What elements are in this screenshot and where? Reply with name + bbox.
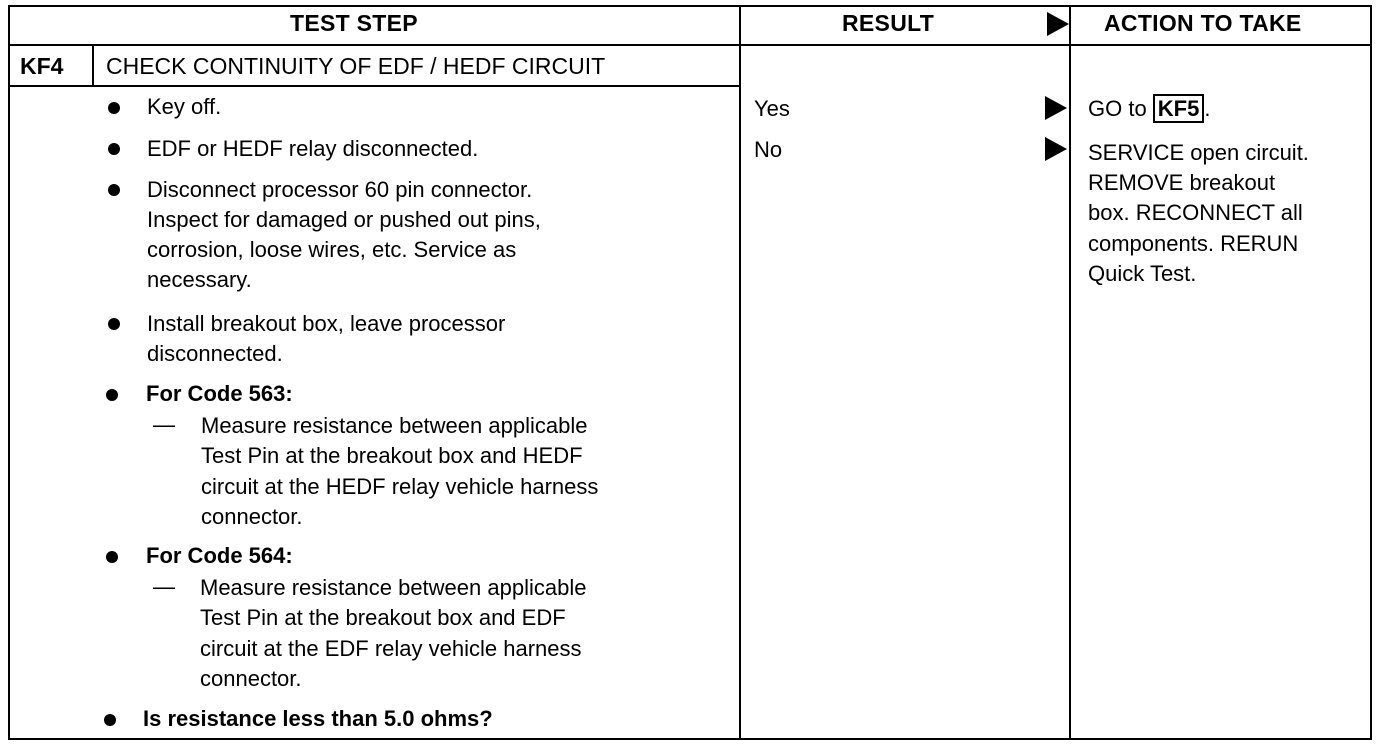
instruction-disconnect-line: Disconnect processor 60 pin connector. bbox=[147, 177, 533, 202]
instruction-key-off: Key off. bbox=[147, 94, 222, 119]
bullet-icon bbox=[108, 143, 120, 155]
header-test-step: TEST STEP bbox=[290, 10, 418, 36]
dash-icon: — bbox=[153, 574, 175, 599]
action-no-line: REMOVE breakout bbox=[1088, 170, 1276, 195]
header-arrow-icon bbox=[1047, 12, 1069, 36]
instruction-disconnect-line: necessary. bbox=[147, 267, 252, 292]
col-divider-result bbox=[739, 5, 741, 740]
instruction-disconnect-line: Inspect for damaged or pushed out pins, bbox=[147, 207, 541, 232]
code564-line: circuit at the EDF relay vehicle harness bbox=[200, 636, 582, 661]
bullet-icon bbox=[108, 102, 120, 114]
header-divider bbox=[8, 44, 1372, 46]
header-result: RESULT bbox=[842, 10, 935, 36]
action-yes bbox=[1088, 94, 1210, 125]
bullet-icon bbox=[106, 551, 118, 563]
code564-line: connector. bbox=[200, 666, 302, 691]
step-id: KF4 bbox=[20, 53, 64, 79]
col-divider-action bbox=[1069, 5, 1071, 740]
instruction-disconnect-line: corrosion, loose wires, etc. Service as bbox=[147, 237, 517, 262]
bullet-icon bbox=[106, 389, 118, 401]
step-id-divider bbox=[92, 44, 94, 86]
code563-line: connector. bbox=[201, 504, 303, 529]
step-ref-kf5: KF5 bbox=[1153, 94, 1205, 123]
result-yes: Yes bbox=[754, 96, 790, 121]
code563-heading: For Code 563: bbox=[146, 381, 293, 406]
dash-icon: — bbox=[153, 412, 175, 437]
result-no: No bbox=[754, 137, 783, 162]
instruction-relay: EDF or HEDF relay disconnected. bbox=[147, 136, 479, 161]
action-no-line: box. RECONNECT all bbox=[1088, 200, 1303, 225]
code563-line: Test Pin at the breakout box and HEDF bbox=[201, 443, 583, 468]
action-no-line: components. RERUN bbox=[1088, 231, 1299, 256]
step-title-divider bbox=[8, 85, 741, 87]
action-yes-suffix: . bbox=[1204, 96, 1211, 121]
bullet-icon bbox=[104, 714, 116, 726]
bullet-icon bbox=[108, 184, 120, 196]
code564-heading: For Code 564: bbox=[146, 543, 293, 568]
code563-line: circuit at the HEDF relay vehicle harness bbox=[201, 474, 599, 499]
resistance-question: Is resistance less than 5.0 ohms? bbox=[143, 706, 493, 731]
instruction-breakout-line: Install breakout box, leave processor bbox=[147, 311, 506, 336]
instruction-breakout-line: disconnected. bbox=[147, 341, 283, 366]
action-yes-prefix: GO to bbox=[1088, 96, 1153, 121]
action-no-line: SERVICE open circuit. bbox=[1088, 140, 1309, 165]
code564-line: Test Pin at the breakout box and EDF bbox=[200, 605, 566, 630]
header-action: ACTION TO TAKE bbox=[1104, 10, 1302, 36]
bullet-icon bbox=[108, 318, 120, 330]
code563-line: Measure resistance between applicable bbox=[201, 413, 588, 438]
result-arrow-icon bbox=[1045, 137, 1067, 161]
code564-line: Measure resistance between applicable bbox=[200, 575, 587, 600]
action-no-line: Quick Test. bbox=[1088, 261, 1197, 286]
step-title: CHECK CONTINUITY OF EDF / HEDF CIRCUIT bbox=[106, 53, 606, 79]
result-arrow-icon bbox=[1045, 96, 1067, 120]
